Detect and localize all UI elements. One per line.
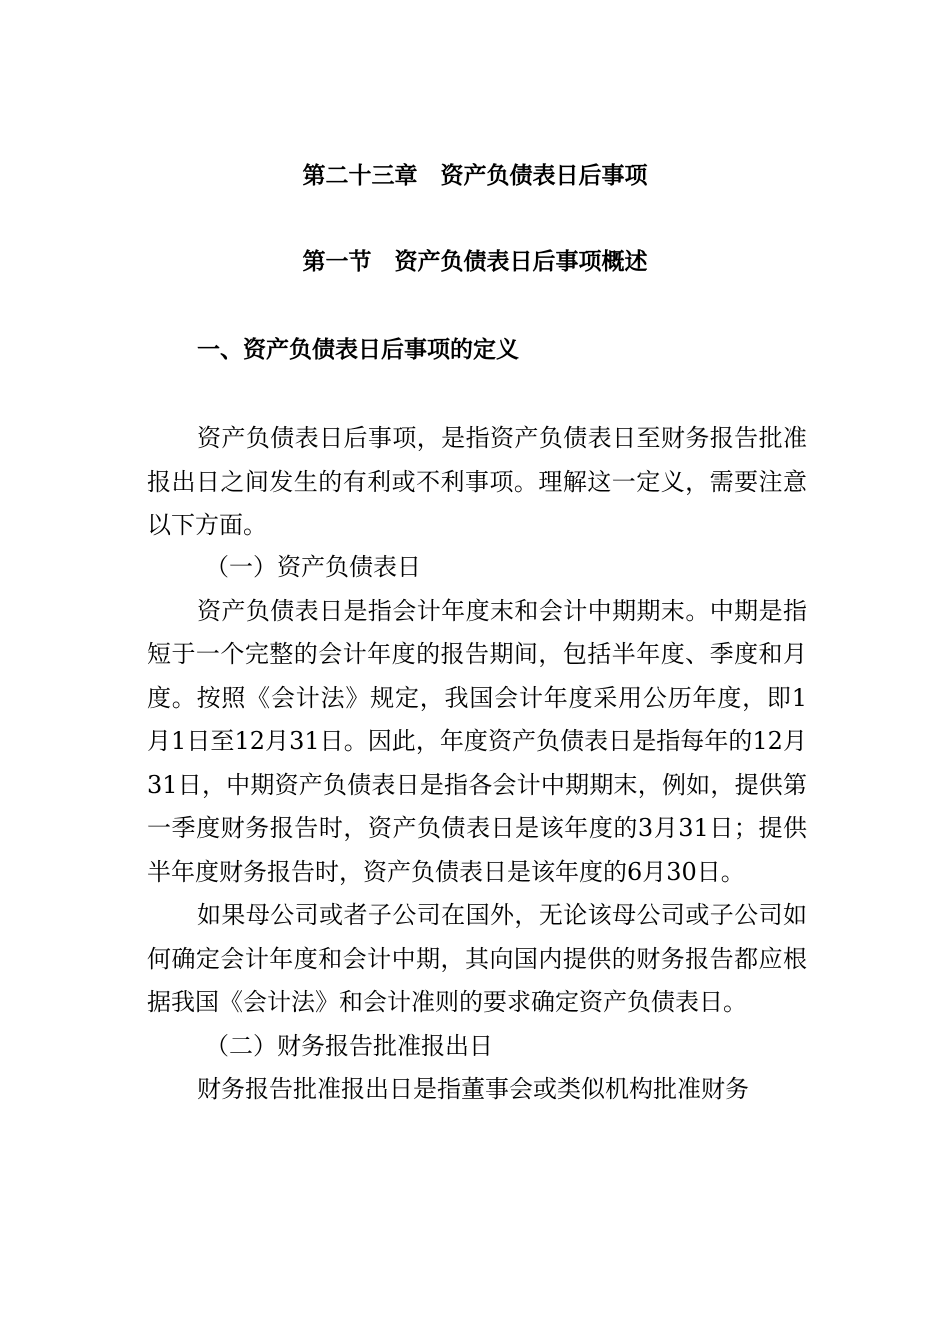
section-title: 第一节 资产负债表日后事项概述	[302, 249, 648, 275]
body-text	[147, 546, 807, 1112]
subsection-heading: 一、资产负债表日后事项的定义	[197, 337, 519, 363]
subheading-approval-date: （二）财务报告批准报出日	[205, 1031, 493, 1060]
chapter-title: 第二十三章 资产负债表日后事项	[302, 163, 648, 189]
paragraph: 资产负债表日后事项，是指资产负债表日至财务报告批准报出日之间发生的有利或不利事项。理解这一定义，需要注意以下方面。	[147, 424, 807, 539]
body-text-intro	[147, 417, 807, 548]
subheading-balance-sheet-date: （一）资产负债表日	[205, 553, 421, 581]
paragraph: 如果母公司或者子公司在国外，无论该母公司或子公司如何确定会计年度和会计中期，其向国内提供的财务报告都应根据我国《会计法》和会计准则的要求确定资产负债表日。	[147, 901, 807, 1016]
paragraph: 资产负债表日是指会计年度末和会计中期期末。中期是指短于一个完整的会计年度的报告期间，包括半年度、季度和月度。按照《会计法》规定，我国会计年度采用公历年度，即1月1日至12月31日。因此，年度资产负债表日是指每年的12月31日，中期资产负债表日是指各会计中期期末，例如，提供第一季度财务报告时，资产负债表日是该年度的3月31日；提供半年度财务报告时，资产负债表日是该年度的6月30日。	[147, 596, 807, 886]
paragraph: 财务报告批准报出日是指董事会或类似机构批准财务	[197, 1075, 749, 1103]
